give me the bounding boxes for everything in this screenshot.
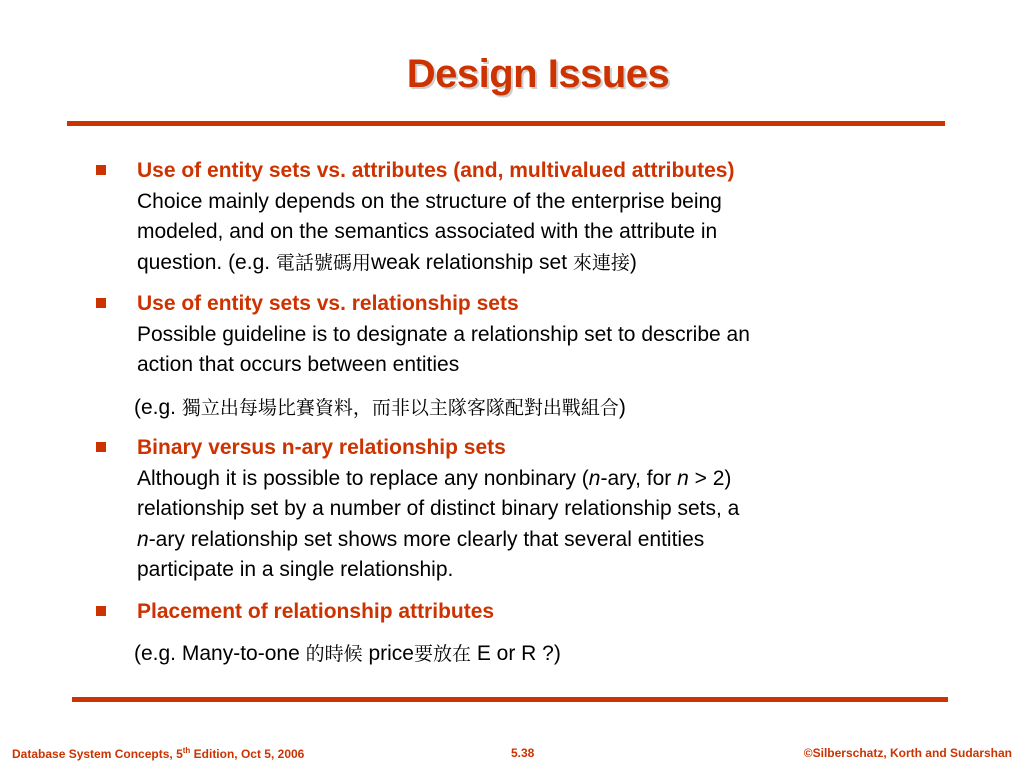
text-run: Although it is possible to replace any nonbinary ( [137, 466, 589, 490]
italic-n: n [588, 466, 601, 490]
slide-title-wrap [0, 52, 1024, 97]
bullet-line: action that occurs between entities [137, 353, 460, 376]
text-run: question. (e.g. [137, 250, 276, 274]
example-line [134, 393, 626, 423]
bullet-square-icon [96, 165, 106, 175]
text-run: price [362, 642, 414, 665]
bullet-line [137, 248, 896, 279]
bullet-heading: Binary versus n-ary relationship sets [137, 436, 506, 459]
text-run: > 2) [688, 466, 732, 490]
cjk-text: 獨立出每場比賽資料，而非以主隊客隊配對出戰組合 [181, 397, 619, 419]
text-run: ) [618, 396, 626, 419]
text-run: E or R ?) [470, 642, 561, 665]
bullet-text [137, 433, 896, 586]
bullet-square-icon [96, 606, 106, 616]
text-run: Database System Concepts, 5 [12, 747, 183, 761]
slide-title: Design Issues [406, 52, 670, 96]
bullet-square-icon [96, 298, 106, 308]
footer-page-number: 5.38 [511, 746, 535, 760]
bullet-heading: Placement of relationship attributes [137, 600, 495, 623]
bullet-line: relationship set by a number of distinct binary relationship sets, a [137, 497, 740, 520]
cjk-text: 要放在 [413, 643, 471, 665]
footer-book-info [12, 746, 304, 761]
text-run: weak relationship set [370, 250, 573, 274]
bullet-text [137, 156, 896, 278]
superscript: th [182, 746, 191, 755]
bullet-square-icon [96, 442, 106, 452]
footer-divider [72, 697, 948, 702]
text-run: (e.g. Many-to-one [134, 642, 306, 665]
bullet-heading: Use of entity sets vs. attributes (and, multivalued attributes) [137, 159, 735, 182]
text-run: ) [629, 250, 637, 274]
bullet-line [137, 525, 896, 556]
bullet-line: Possible guideline is to designate a relationship set to describe an [137, 322, 750, 346]
bullet-item-binary-vs-nary [96, 433, 896, 586]
text-run: -ary relationship set shows more clearly that several entities [148, 527, 705, 551]
footer-copyright: ©Silberschatz, Korth and Sudarshan [803, 746, 1012, 760]
text-run: (e.g. [134, 396, 182, 419]
bullet-line [137, 464, 896, 495]
bullet-text [137, 289, 896, 381]
cjk-text: 來連接 [572, 251, 630, 274]
bullet-text [137, 597, 896, 628]
bullet-item-entity-vs-attributes [96, 156, 896, 278]
italic-n: n [677, 466, 689, 490]
bullet-heading: Use of entity sets vs. relationship sets [137, 292, 519, 315]
bullet-line: participate in a single relationship. [137, 558, 454, 581]
italic-n: n [137, 527, 149, 551]
bullet-item-entity-vs-relationship [96, 289, 896, 381]
bullet-line: modeled, and on the semantics associated with the attribute in [137, 220, 718, 243]
title-divider [67, 121, 945, 126]
bullet-line: Choice mainly depends on the structure of the enterprise being [137, 189, 722, 213]
text-run: -ary, for [600, 466, 678, 490]
text-run: Edition, Oct 5, 2006 [190, 747, 305, 761]
bullet-item-placement [96, 597, 896, 628]
cjk-text: 的時候 [305, 643, 363, 665]
cjk-text: 電話號碼用 [275, 251, 371, 274]
example-line [134, 639, 561, 669]
